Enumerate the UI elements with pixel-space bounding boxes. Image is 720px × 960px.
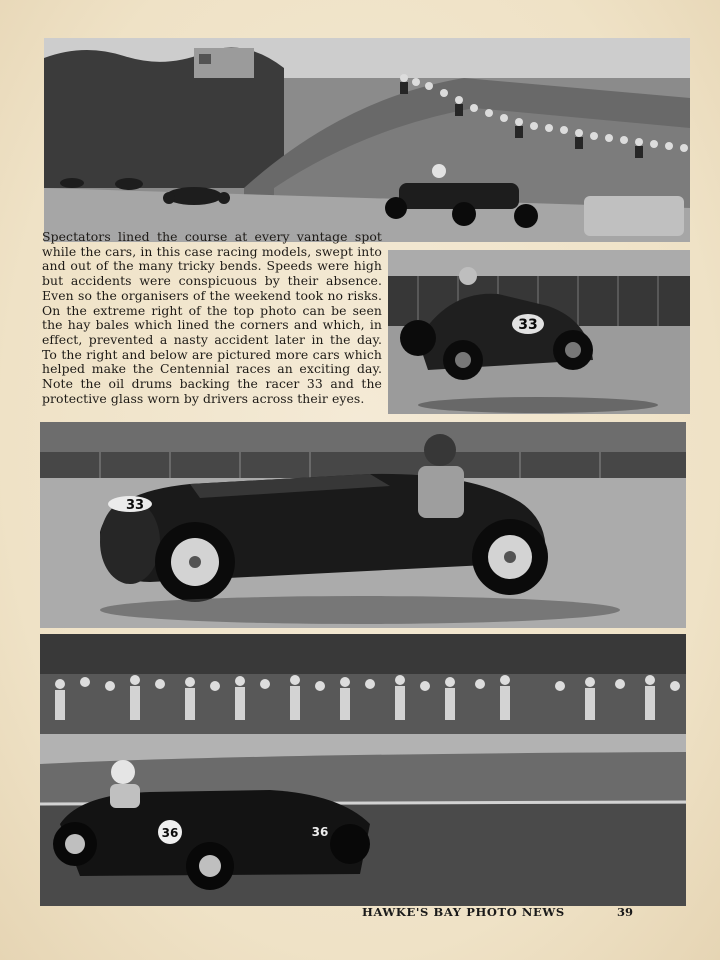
car-number-36-rear: 36 [311,825,329,839]
car-number-33-right: 33 [518,317,538,333]
car-number-33-middle: 33 [125,498,145,513]
photo-top-hillside-race [44,38,690,242]
car-number-36-side: 36 [161,826,179,840]
photo-racer-33-oil-drums [388,250,690,414]
caption-text: Spectators lined the course at every vantage spot while the cars, in this case racing models, swept into and out of the many tricky bends. Speeds were high but accidents were conspicuous by their absence. Even so the organisers of the weekend took no risks. On the extreme right of the top photo can be seen the hay bales which lined the corners and which, in effect, prevented a nasty accident later in the day. To the right and below are pictured more cars which helped make the Centennial races an exciting day. Note the oil drums backing the racer 33 and the protective glass worn by drivers across their eyes. [42,229,382,406]
page-number: 39 [617,905,634,919]
photo-racer-33-large [40,422,686,628]
photo-racer-36-crowd [40,634,686,906]
photo-caption [42,230,382,406]
publication-name: HAWKE'S BAY PHOTO NEWS [362,905,565,919]
